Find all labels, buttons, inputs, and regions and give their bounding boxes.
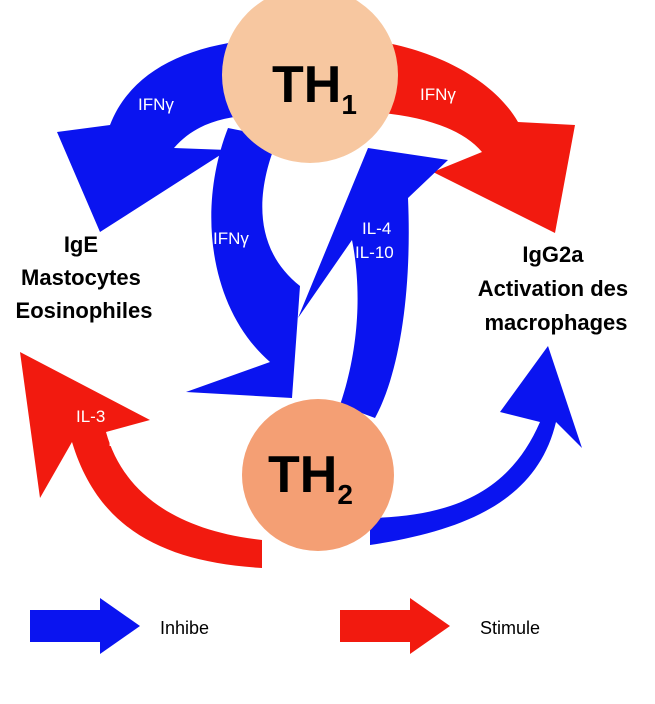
th2-to-right-label-3: IL-13	[410, 471, 449, 490]
th2-to-right-label-1: IL-4	[484, 419, 514, 438]
th2-to-th1-label-2: IL-10	[355, 243, 394, 262]
outcome-right-line-3: macrophages	[484, 310, 628, 335]
outcome-left	[16, 232, 153, 323]
th2-to-left-label-3: IL-5	[142, 455, 172, 474]
outcome-right	[478, 242, 635, 335]
legend-inhibit-arrow	[30, 598, 140, 654]
legend	[30, 598, 540, 654]
th1-label-sub: 1	[341, 89, 357, 120]
legend-stimulate-label: Stimule	[480, 618, 541, 638]
th2-to-left-label-4: IL-13	[175, 481, 214, 500]
legend-stimulate-arrow	[340, 598, 450, 654]
th1-to-left-label: IFNγ	[138, 95, 174, 114]
th2-to-left-label-1: IL-3	[76, 407, 106, 426]
th2-to-right-label-2: IL-10	[443, 445, 482, 464]
th1-to-th2-arrow	[186, 128, 300, 398]
th1-to-right-label: IFNγ	[420, 85, 456, 104]
legend-inhibit-label: Inhibe	[160, 618, 210, 638]
outcome-left-line-3: Eosinophiles	[15, 298, 153, 323]
th1-label-main: TH	[272, 56, 342, 114]
th2-to-th1-label-1: IL-4	[362, 219, 392, 238]
outcome-left-line-1: IgE	[63, 232, 99, 257]
outcome-right-line-1: IgG2a	[522, 242, 584, 267]
th2-to-left-label-2: IL-4	[108, 431, 138, 450]
th2-label-sub: 2	[337, 479, 353, 510]
outcome-right-line-2: Activation des	[477, 276, 629, 301]
th1-to-th2-label: IFNγ	[213, 229, 249, 248]
th2-label-main: TH	[268, 446, 338, 504]
th2-to-th1-arrow	[298, 148, 448, 418]
outcome-left-line-2: Mastocytes	[21, 265, 141, 290]
